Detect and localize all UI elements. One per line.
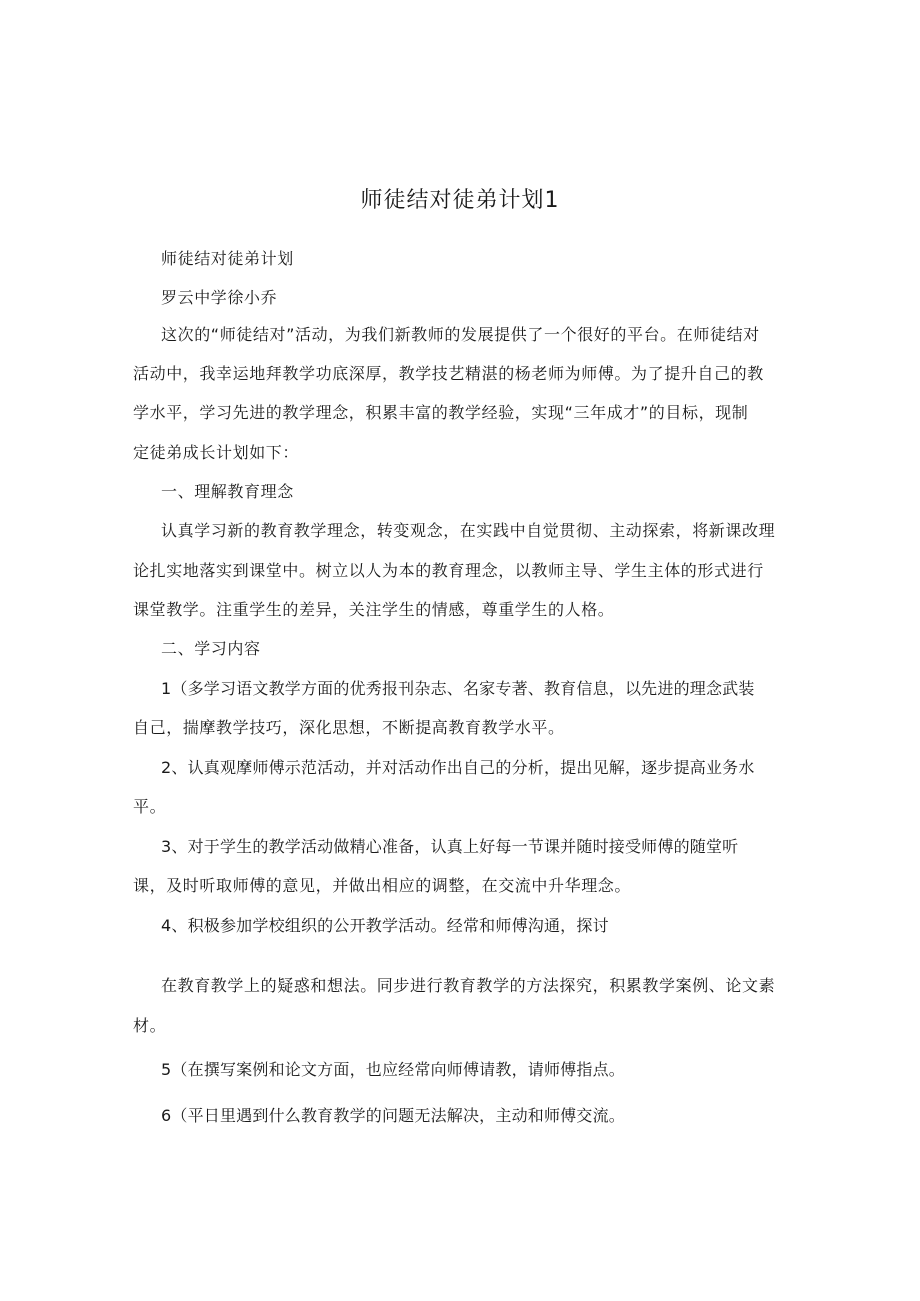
paragraph-line: 论扎实地落实到课堂中。树立以人为本的教育理念，以教师主导、学生主体的形式进行 [133,561,764,580]
list-item: 6（平日里遇到什么教育教学的问题无法解决，主动和师傅交流。 [161,1106,625,1125]
list-item-continuation: 自己，揣摩教学技巧，深化思想，不断提高教育教学水平。 [133,718,565,737]
list-item-continuation: 课，及时听取师傅的意见，并做出相应的调整，在交流中升华理念。 [133,876,632,895]
list-item: 3、对于学生的教学活动做精心准备，认真上好每一节课并随时接受师傅的随堂听 [161,837,739,856]
subtitle-line: 师徒结对徒弟计划 [161,249,294,268]
list-item-continuation: 平。 [133,797,167,816]
list-item: 5（在撰写案例和论文方面，也应经常向师傅请教，请师傅指点。 [161,1060,625,1079]
section-heading: 二、学习内容 [161,639,261,658]
author-line: 罗云中学徐小乔 [161,288,278,307]
paragraph-line: 课堂教学。注重学生的差异，关注学生的情感，尊重学生的人格。 [133,600,615,619]
list-item: 4、积极参加学校组织的公开教学活动。经常和师傅沟通，探讨 [161,916,609,935]
paragraph-line: 定徒弟成长计划如下： [133,443,300,462]
paragraph-line: 在教育教学上的疑惑和想法。同步进行教育教学的方法探究，积累教学案例、论文素 [161,976,776,995]
paragraph-line: 活动中，我幸运地拜教学功底深厚，教学技艺精湛的杨老师为师傅。为了提升自己的教 [133,364,764,383]
list-item: 1（多学习语文教学方面的优秀报刊杂志、名家专著、教育信息，以先进的理念武装 [161,679,755,698]
paragraph-line: 学水平，学习先进的教学理念，积累丰富的教学经验，实现“三年成才”的目标，现制 [133,403,749,422]
paragraph-line: 这次的“师徒结对”活动，为我们新教师的发展提供了一个很好的平台。在师徒结对 [161,325,760,344]
document-title: 师徒结对徒弟计划1 [360,188,560,213]
paragraph-line: 材。 [133,1016,167,1035]
list-item: 2、认真观摩师傅示范活动，并对活动作出自己的分析，提出见解，逐步提高业务水 [161,758,755,777]
paragraph-line: 认真学习新的教育教学理念，转变观念，在实践中自觉贯彻、主动探索，将新课改理 [161,521,776,540]
section-heading: 一、理解教育理念 [161,482,294,501]
